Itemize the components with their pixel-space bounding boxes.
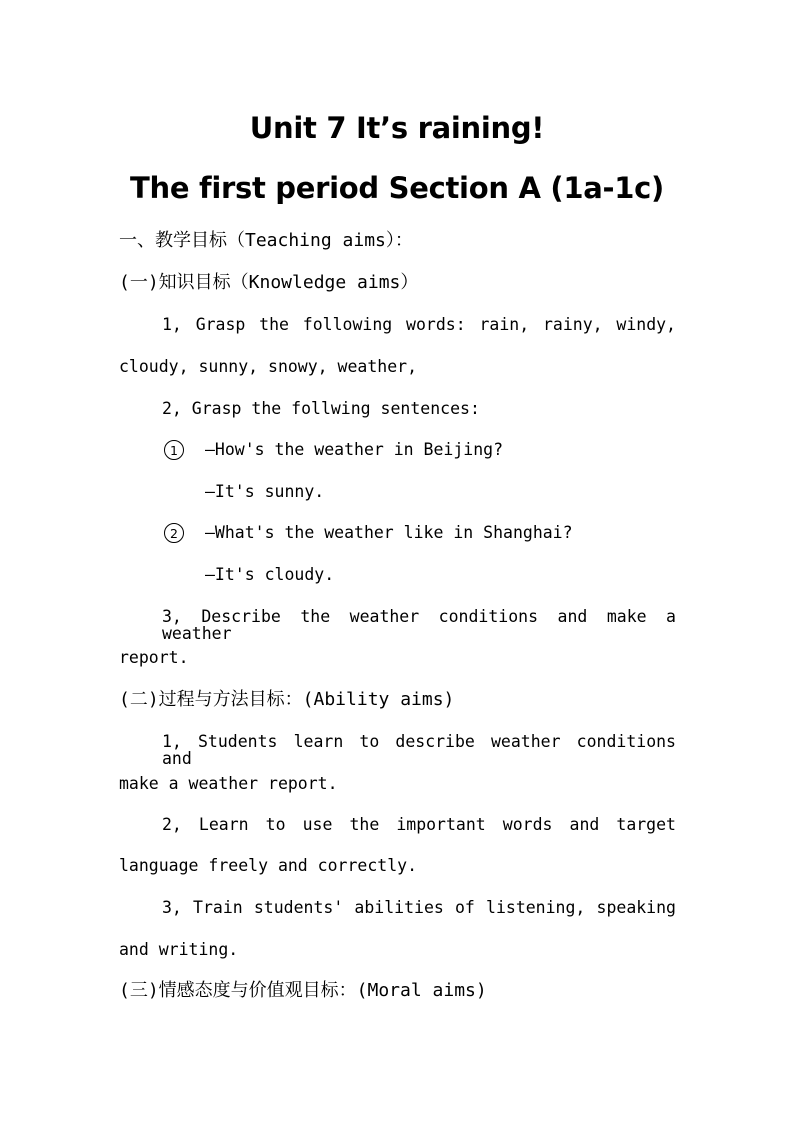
- ability-item-3-line-2: and writing.: [119, 940, 239, 959]
- dialog-2-answer: —It's cloudy.: [205, 565, 335, 584]
- document-subtitle: The first period Section A (1a-1c): [130, 171, 664, 205]
- ability-item-1-line-1: 1, Students learn to describe weather conditions and: [162, 732, 676, 768]
- ability-aims-heading: (二)过程与方法目标：(Ability aims): [119, 689, 455, 710]
- dialog-2-question: —What's the weather like in Shanghai?: [205, 523, 573, 542]
- knowledge-item-1-line-1: 1, Grasp the following words: rain, rainy, windy,: [162, 315, 676, 334]
- ability-item-2-line-2: language freely and correctly.: [119, 856, 418, 875]
- teaching-aims-heading: 一、教学目标（Teaching aims）：: [119, 230, 413, 251]
- document-title: Unit 7 It’s raining!: [249, 111, 545, 145]
- dialog-1-answer: —It's sunny.: [205, 482, 325, 501]
- dialog-1-number-badge: 1: [164, 440, 184, 460]
- dialog-2-number-badge: 2: [164, 523, 184, 543]
- ability-item-2-line-1: 2, Learn to use the important words and target: [162, 815, 676, 834]
- knowledge-item-3-line-1: 3, Describe the weather conditions and make a weather: [162, 607, 676, 643]
- knowledge-item-2: 2, Grasp the follwing sentences:: [162, 399, 480, 418]
- moral-aims-heading: (三)情感态度与价值观目标：(Moral aims): [119, 980, 487, 1001]
- knowledge-item-1-line-2: cloudy, sunny, snowy, weather,: [119, 357, 418, 376]
- dialog-1-question: —How's the weather in Beijing?: [205, 440, 504, 459]
- ability-item-1-line-2: make a weather report.: [119, 774, 338, 793]
- ability-item-3-line-1: 3, Train students' abilities of listening, speaking: [162, 898, 676, 917]
- knowledge-item-3-line-2: report.: [119, 648, 189, 667]
- knowledge-aims-heading: (一)知识目标（Knowledge aims）: [119, 272, 419, 293]
